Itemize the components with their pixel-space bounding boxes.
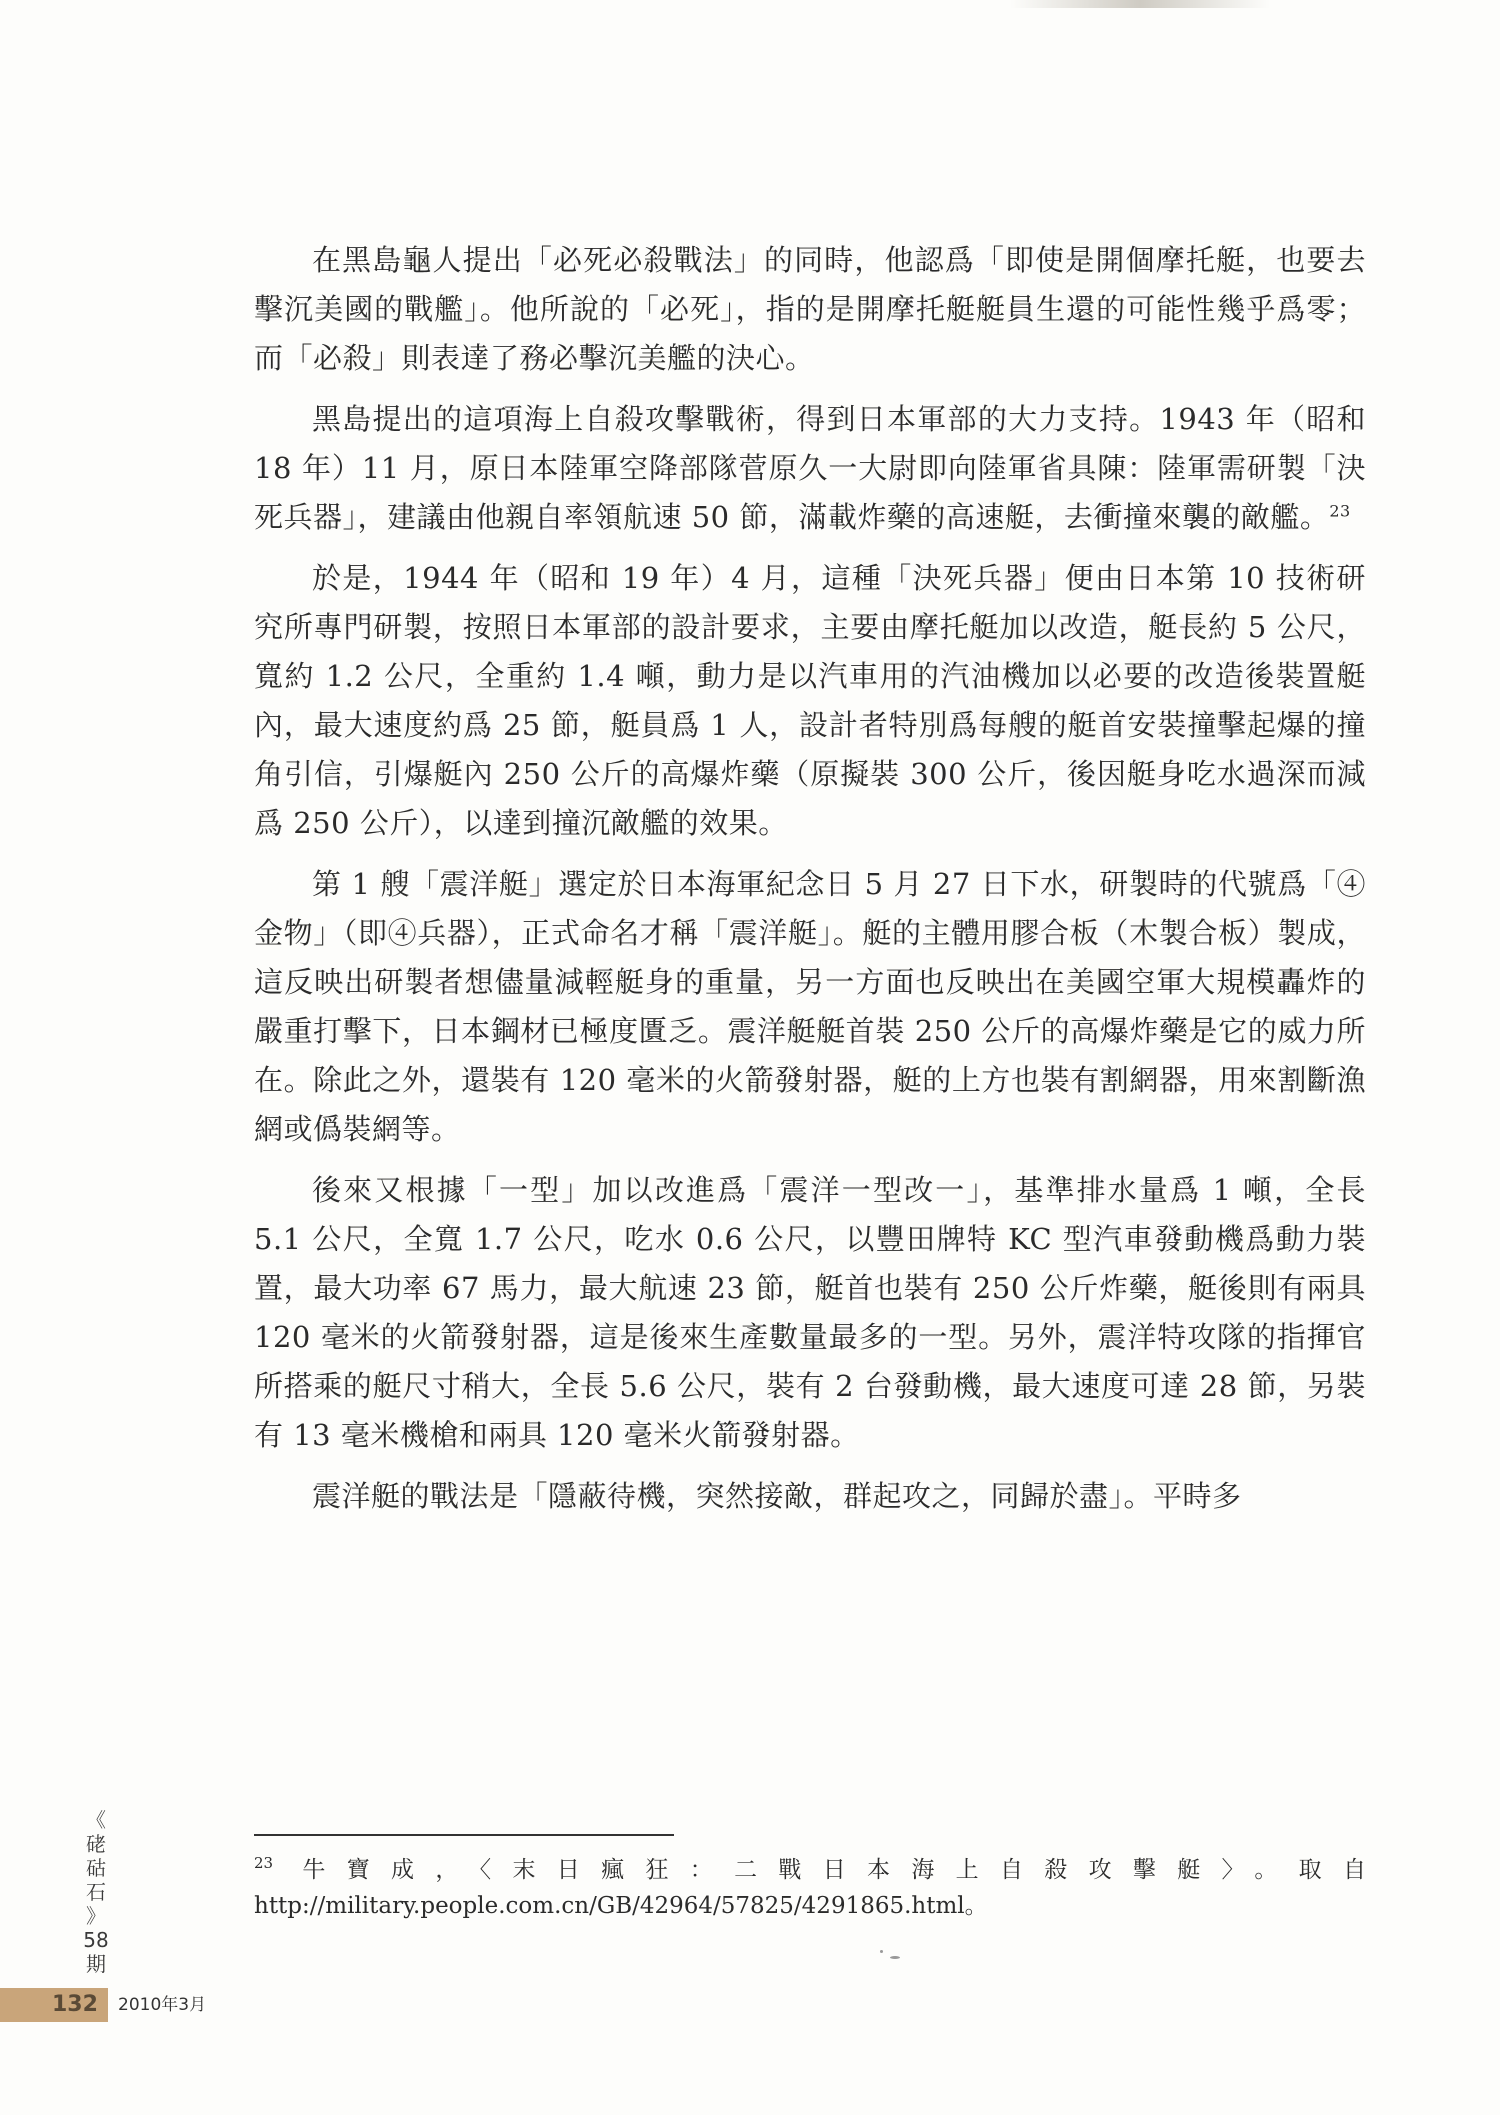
paragraph-5: 後來又根據「一型」加以改進爲「震洋一型改一」，基準排水量爲 1 噸，全長 5.1 公尺，全寬 1.7 公尺，吃水 0.6 公尺，以豐田牌特 KC 型汽車發動機爲動力裝置，最大功率 67 馬力，最大航速 23 節，艇首也裝有 250 公斤炸藥，艇後則有兩具 120 毫米的火箭發射器，這是後來生產數量最多的一型。另外，震洋特攻隊的指揮官所搭乘的艇尺寸稍大，全長 5.6 公尺，裝有 2 台發動機，最大速度可達 28 節，另裝有 13 毫米機槍和兩具 120 毫米火箭發射器。 xyxy=(254,1173,1366,1452)
footnote xyxy=(254,1852,1366,1924)
publication-title xyxy=(76,1808,116,1976)
paragraph-1: 在黑島龜人提出「必死必殺戰法」的同時，他認爲「即使是開個摩托艇，也要去擊沉美國的戰艦」。他所說的「必死」，指的是開摩托艇艇員生還的可能性幾乎爲零；而「必殺」則表達了務必擊沉美艦的決心。 xyxy=(254,243,1366,375)
paragraph-2-text: 黑島提出的這項海上自殺攻擊戰術，得到日本軍部的大力支持。1943 年（昭和 18 年）11 月，原日本陸軍空降部隊菅原久一大尉即向陸軍省具陳：陸軍需研製「決死兵器」，建議由他親自率領航速 50 節，滿載炸藥的高速艇，去衝撞來襲的敵艦。 xyxy=(254,402,1366,534)
publication-glyph: 58 xyxy=(83,1928,109,1952)
paragraph-2 xyxy=(254,395,1366,542)
publication-glyph: 》 xyxy=(86,1904,106,1928)
publication-glyph: 石 xyxy=(86,1880,106,1904)
publication-glyph: 《 xyxy=(86,1808,106,1832)
footnote-number: 23 xyxy=(254,1854,274,1873)
publication-glyph: 期 xyxy=(86,1952,106,1976)
page-number: 132 xyxy=(52,1992,98,2017)
publication-glyph: 硓 xyxy=(86,1832,106,1856)
issue-date: 2010年3月 xyxy=(118,1995,207,2015)
paragraph-3: 於是，1944 年（昭和 19 年）4 月，這種「決死兵器」便由日本第 10 技術研究所專門研製，按照日本軍部的設計要求，主要由摩托艇加以改造，艇長約 5 公尺，寬約 1.2 公尺，全重約 1.4 噸，動力是以汽車用的汽油機加以必要的改造後裝置艇內，最大速度約爲 25 節，艇員爲 1 人，設計者特別爲每艘的艇首安裝撞擊起爆的撞角引信，引爆艇內 250 公斤的高爆炸藥（原擬裝 300 公斤，後因艇身吃水過深而減爲 250 公斤），以達到撞沉敵艦的效果。 xyxy=(254,561,1366,840)
publication-glyph: 𥑮 xyxy=(86,1856,106,1880)
footnote-text: 牛寶成，〈末日瘋狂：二戰日本海上自殺攻擊艇〉。取自 http://military.people.com.cn/GB/42964/57825/4291865.html。 xyxy=(254,1857,1366,1919)
scan-speck xyxy=(880,1950,883,1953)
scan-edge-mark xyxy=(1010,0,1270,8)
article-body xyxy=(254,236,1366,1533)
paragraph-4: 第 1 艘「震洋艇」選定於日本海軍紀念日 5 月 27 日下水，研製時的代號爲「④金物」（即④兵器），正式命名才稱「震洋艇」。艇的主體用膠合板（木製合板）製成，這反映出研製者想儘量減輕艇身的重量，另一方面也反映出在美國空軍大規模轟炸的嚴重打擊下，日本鋼材已極度匱乏。震洋艇艇首裝 250 公斤的高爆炸藥是它的威力所在。除此之外，還裝有 120 毫米的火箭發射器，艇的上方也裝有割網器，用來割斷漁網或僞裝網等。 xyxy=(254,867,1366,1146)
scan-speck xyxy=(890,1956,900,1959)
footnote-reference[interactable]: 23 xyxy=(1329,501,1351,521)
paragraph-6: 震洋艇的戰法是「隱蔽待機，突然接敵，群起攻之，同歸於盡」。平時多 xyxy=(312,1479,1242,1513)
footnote-divider xyxy=(254,1834,674,1836)
publication-name xyxy=(76,1808,116,1976)
